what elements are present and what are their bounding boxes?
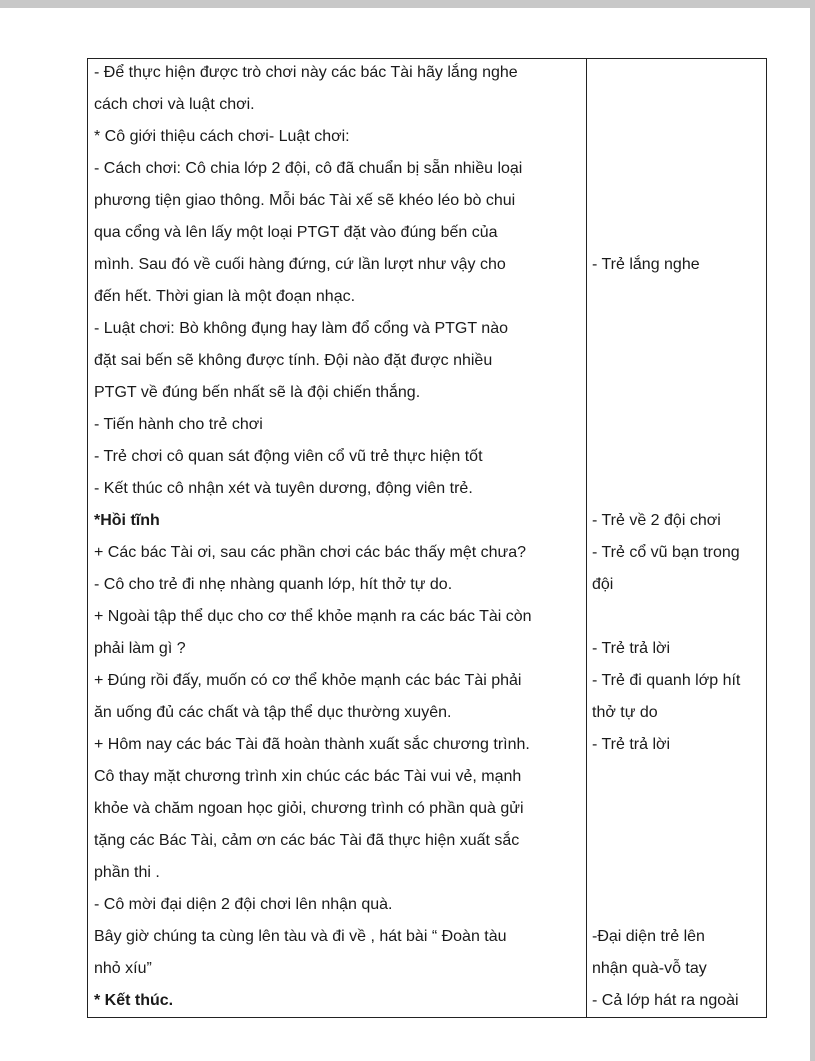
child-line: - Trẻ đi quanh lớp hít xyxy=(592,672,741,689)
child-line: - Trẻ cổ vũ bạn trong xyxy=(592,544,740,561)
right-border xyxy=(810,0,815,1061)
child-line: nhận quà-vỗ tay xyxy=(592,960,707,977)
teacher-line: phải làm gì ? xyxy=(94,640,186,657)
teacher-line: đặt sai bến sẽ không được tính. Đội nào đặt được nhiều xyxy=(94,352,493,369)
teacher-line: mình. Sau đó về cuối hàng đứng, cứ lần lượt như vậy cho xyxy=(94,256,506,273)
child-line: thở tự do xyxy=(592,704,658,721)
section-heading: *Hồi tĩnh xyxy=(94,512,160,529)
teacher-line: - Cô mời đại diện 2 đội chơi lên nhận quà. xyxy=(94,896,393,913)
teacher-line: nhỏ xíu” xyxy=(94,960,152,977)
teacher-line: - Cô cho trẻ đi nhẹ nhàng quanh lớp, hít thở tự do. xyxy=(94,576,453,593)
teacher-line: - Kết thúc cô nhận xét và tuyên dương, động viên trẻ. xyxy=(94,480,473,497)
teacher-line: - Cách chơi: Cô chia lớp 2 đội, cô đã chuẩn bị sẵn nhiều loại xyxy=(94,160,523,177)
teacher-line: đến hết. Thời gian là một đoạn nhạc. xyxy=(94,288,356,305)
teacher-line: Bây giờ chúng ta cùng lên tàu và đi về , hát bài “ Đoàn tàu xyxy=(94,928,507,945)
teacher-line: phần thi . xyxy=(94,864,160,881)
child-line: - Trẻ trả lời xyxy=(592,736,671,753)
section-heading: * Kết thúc. xyxy=(94,992,174,1009)
teacher-line: - Luật chơi: Bò không đụng hay làm đổ cổng và PTGT nào xyxy=(94,320,508,337)
teacher-line: qua cổng và lên lấy một loại PTGT đặt vào đúng bến của xyxy=(94,224,498,241)
teacher-line: * Cô giới thiệu cách chơi- Luật chơi: xyxy=(94,128,350,145)
teacher-line: khỏe và chăm ngoan học giỏi, chương trình có phần quà gửi xyxy=(94,800,524,817)
teacher-line: phương tiện giao thông. Mỗi bác Tài xế sẽ khéo léo bò chui xyxy=(94,192,516,209)
teacher-line: + Hôm nay các bác Tài đã hoàn thành xuất sắc chương trình. xyxy=(94,736,530,753)
child-line: - Trẻ về 2 đội chơi xyxy=(592,512,721,529)
teacher-line: + Đúng rồi đấy, muốn có cơ thể khỏe mạnh các bác Tài phải xyxy=(94,672,522,689)
child-line: - Cả lớp hát ra ngoài xyxy=(592,992,739,1009)
teacher-line: - Để thực hiện được trò chơi này các bác Tài hãy lắng nghe xyxy=(94,64,518,81)
child-line: đội xyxy=(592,576,614,593)
top-border xyxy=(0,0,815,8)
child-line: - Trẻ lắng nghe xyxy=(592,256,700,273)
teacher-line: - Trẻ chơi cô quan sát động viên cổ vũ trẻ thực hiện tốt xyxy=(94,448,483,465)
teacher-line: ăn uống đủ các chất và tập thể dục thường xuyên. xyxy=(94,704,452,721)
teacher-line: + Ngoài tập thể dục cho cơ thể khỏe mạnh ra các bác Tài còn xyxy=(94,608,532,625)
teacher-line: tặng các Bác Tài, cảm ơn các bác Tài đã thực hiện xuất sắc xyxy=(94,832,520,849)
teacher-line: PTGT về đúng bến nhất sẽ là đội chiến thắng. xyxy=(94,384,421,401)
teacher-line: cách chơi và luật chơi. xyxy=(94,96,255,113)
lesson-plan-table xyxy=(87,58,767,1018)
child-line: - Trẻ trả lời xyxy=(592,640,671,657)
teacher-line: - Tiến hành cho trẻ chơi xyxy=(94,416,263,433)
teacher-line: + Các bác Tài ơi, sau các phần chơi các bác thấy mệt chưa? xyxy=(94,544,527,561)
column-divider xyxy=(586,59,587,1017)
child-line: -Đại diện trẻ lên xyxy=(592,928,705,945)
teacher-line: Cô thay mặt chương trình xin chúc các bác Tài vui vẻ, mạnh xyxy=(94,768,522,785)
